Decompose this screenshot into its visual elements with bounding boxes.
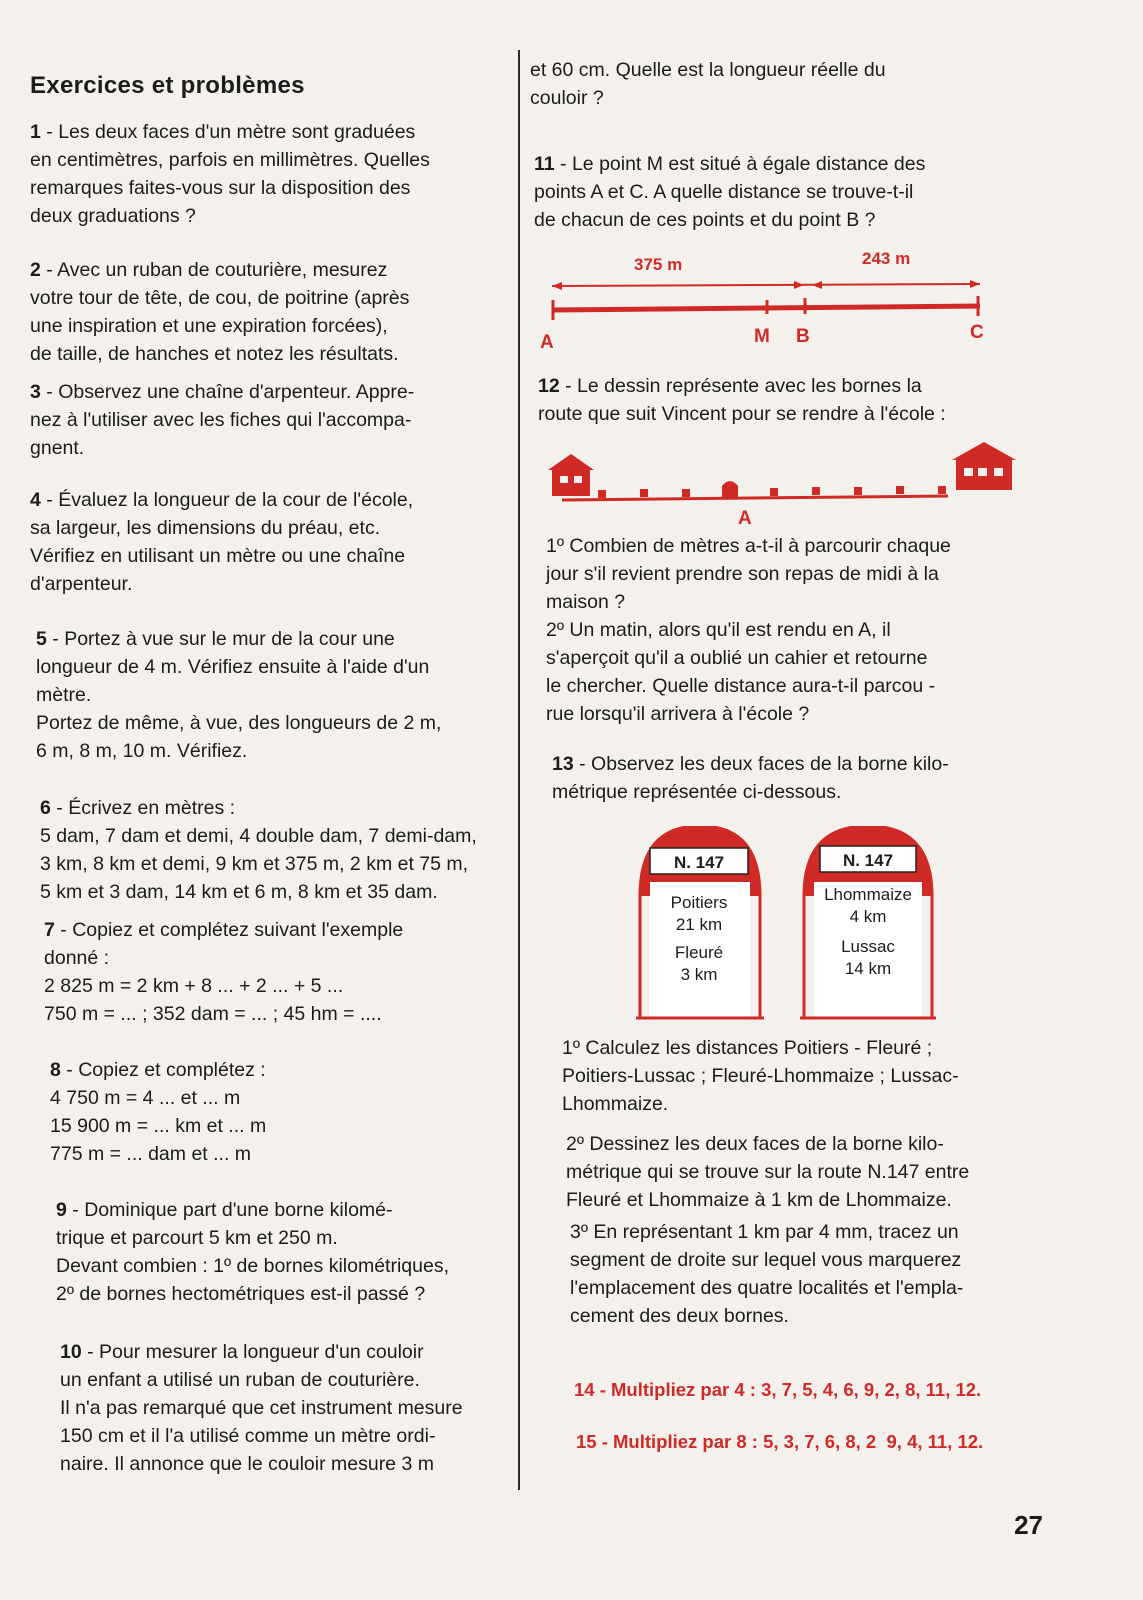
- page-heading: Exercices et problèmes: [30, 72, 305, 99]
- exercise-11: 11 - Le point M est situé à égale distance des points A et C. A quelle distance se trouve-t-il de chacun de ces points et du point B ?: [534, 153, 926, 231]
- left-town2: Fleuré: [674, 943, 724, 962]
- exercise-13-q1: 1º Calculez les distances Poitiers - Fleuré ; Poitiers-Lussac ; Fleuré-Lhommaize ; Lussac- Lhommaize.: [562, 1037, 959, 1115]
- label-point-b: B: [796, 326, 810, 347]
- label-point-c: C: [970, 322, 984, 343]
- exercise-13: 13 - Observez les deux faces de la borne kilo- métrique représentée ci-dessous.: [552, 753, 949, 803]
- exercise-9: 9 - Dominique part d'une borne kilomé- trique et parcourt 5 km et 250 m. Devant combien : 1º de bornes kilométriques, 2º de bornes hectométriques est-il passé ?: [56, 1199, 449, 1305]
- exercise-13-q3: 3º En représentant 1 km par 4 mm, tracez un segment de droite sur lequel vous marquerez l'emplacement des quatre localités et l'empla- cement des deux bornes.: [570, 1221, 964, 1327]
- exercise-13-q2: 2º Dessinez les deux faces de la borne kilo- métrique qui se trouve sur la route N.147 entre Fleuré et Lhommaize à 1 km de Lhommaize.: [566, 1133, 970, 1211]
- figure-12-road: [548, 440, 1028, 530]
- exercise-5: 5 - Portez à vue sur le mur de la cour une longueur de 4 m. Vérifiez ensuite à l'aide d'un mètre. Portez de même, à vue, des longueurs de 2 m, 6 m, 8 m, 10 m. Vérifiez.: [36, 628, 442, 762]
- exercise-6: 6 - Écrivez en mètres : 5 dam, 7 dam et demi, 4 double dam, 7 demi-dam, 3 km, 8 km et demi, 9 km et 375 m, 2 km et 75 m, 5 km et 3 dam, 14 km et 6 m, 8 km et 35 dam.: [40, 797, 477, 903]
- right-town1: Lhommaize: [824, 885, 912, 904]
- exercise-12-questions: 1º Combien de mètres a-t-il à parcourir chaque jour s'il revient prendre son repas de midi à la maison ? 2º Un matin, alors qu'il est rendu en A, il s'aperçoit qu'il a oublié un cahier et retourne le chercher. Quelle distance aura-t-il parcou - rue lorsqu'il arrivera à l'école ?: [546, 535, 951, 725]
- left-dist1: 21 km: [675, 915, 723, 934]
- exercise-8: 8 - Copiez et complétez : 4 750 m = 4 ... et ... m 15 900 m = ... km et ... m 775 m = ... dam et ... m: [50, 1059, 267, 1165]
- exercise-14: 14 - Multipliez par 4 : 3, 7, 5, 4, 6, 9, 2, 8, 11, 12.: [574, 1379, 982, 1400]
- page-number: 27: [1014, 1510, 1043, 1540]
- label-point-m: M: [754, 326, 770, 347]
- exercise-15: 15 - Multipliez par 8 : 5, 3, 7, 6, 8, 2 9, 4, 11, 12.: [576, 1431, 984, 1452]
- left-route: N. 147: [673, 853, 725, 872]
- label-243m: 243 m: [862, 249, 911, 268]
- right-dist1: 4 km: [849, 907, 887, 926]
- label-375m: 375 m: [634, 255, 683, 274]
- milestone-face-right: [800, 826, 936, 1018]
- exercise-10-continued: et 60 cm. Quelle est la longueur réelle du couloir ?: [530, 59, 886, 109]
- figure-13-milestones: [636, 826, 956, 1026]
- right-dist2: 14 km: [844, 959, 892, 978]
- exercise-10: 10 - Pour mesurer la longueur d'un couloir un enfant a utilisé un ruban de couturière. Il n'a pas remarqué que cet instrument mesure 150 cm et il l'a utilisé comme un mètre ordi- naire. Il annonce que le couloir mesure 3 m: [60, 1341, 463, 1475]
- exercise-2: 2 - Avec un ruban de couturière, mesurez votre tour de tête, de cou, de poitrine (après une inspiration et une expiration forcées), de taille, de hanches et notez les résultats.: [30, 259, 410, 365]
- figure-11-segment: [540, 248, 1010, 358]
- label-point-a: A: [540, 332, 554, 353]
- exercise-4: 4 - Évaluez la longueur de la cour de l'école, sa largeur, les dimensions du préau, etc. Vérifiez en utilisant un mètre ou une chaîne d'arpenteur.: [30, 489, 414, 595]
- right-route: N. 147: [842, 851, 894, 870]
- right-town2: Lussac: [841, 937, 895, 956]
- left-dist2: 3 km: [680, 965, 718, 984]
- milestone-face-left: [636, 826, 764, 1018]
- exercise-7: 7 - Copiez et complétez suivant l'exemple donné : 2 825 m = 2 km + 8 ... + 2 ... + 5 ... 750 m = ... ; 352 dam = ... ; 45 hm = ....: [44, 919, 404, 1025]
- exercise-3: 3 - Observez une chaîne d'arpenteur. Appre- nez à l'utiliser avec les fiches qui l'accompa- gnent.: [30, 381, 415, 459]
- left-town1: Poitiers: [670, 893, 728, 912]
- exercise-1: 1 - Les deux faces d'un mètre sont graduées en centimètres, parfois en millimètres. Quelles remarques faites-vous sur la disposition des deux graduations ?: [30, 121, 430, 227]
- label-point-a-road: A: [738, 508, 752, 529]
- exercise-12: 12 - Le dessin représente avec les bornes la route que suit Vincent pour se rendre à l'école :: [538, 375, 946, 425]
